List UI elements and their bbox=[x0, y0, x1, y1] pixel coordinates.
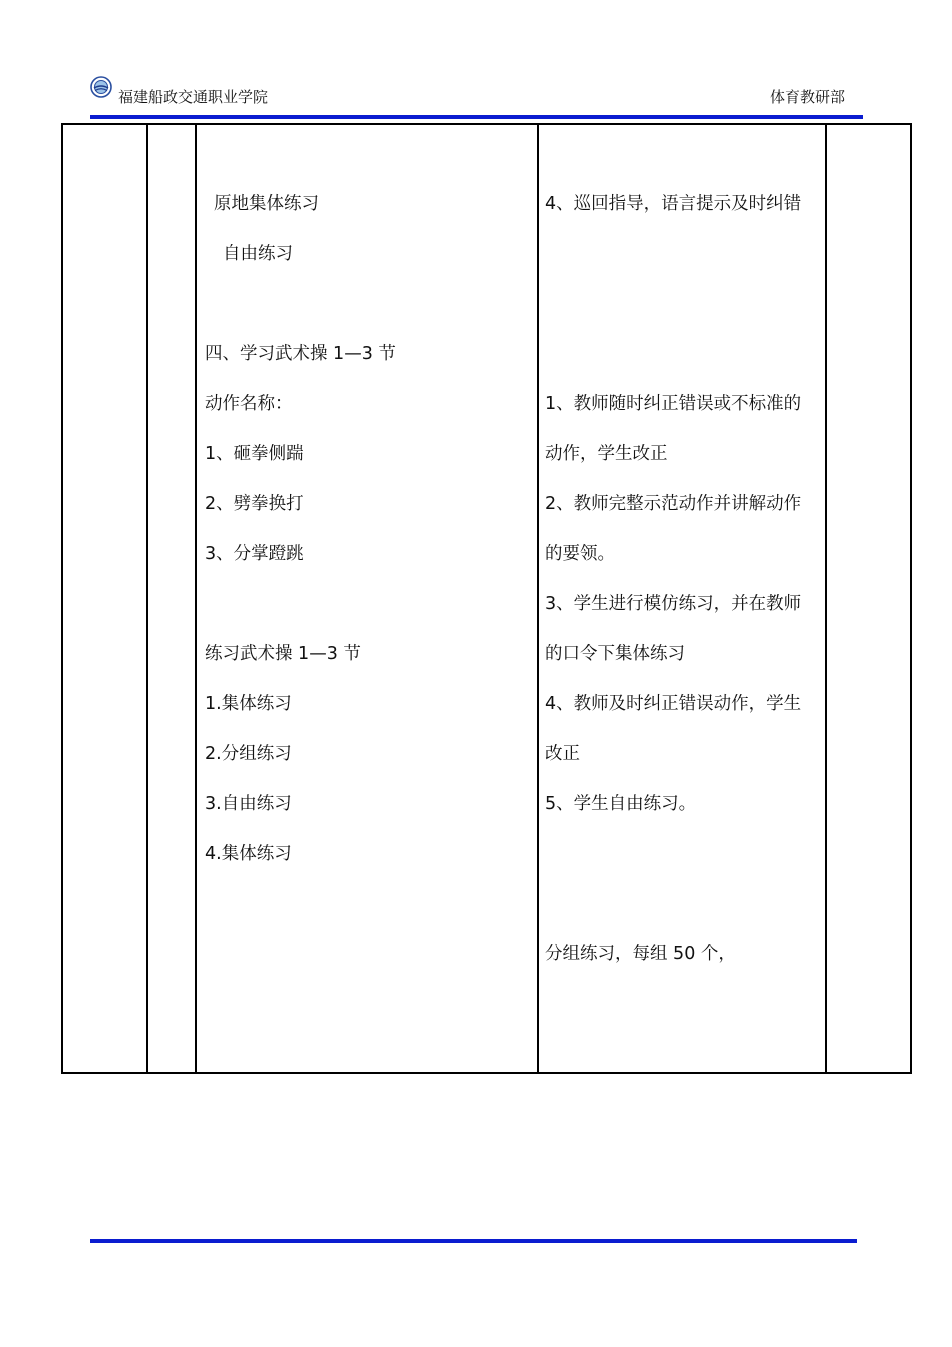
content-line: 四、学习武术操 1—3 节 bbox=[205, 344, 396, 364]
content-line: 3、分掌蹬跳 bbox=[205, 544, 304, 564]
content-line: 3.自由练习 bbox=[205, 794, 292, 814]
content-line: 原地集体练习 bbox=[214, 194, 319, 214]
method-line: 的要领。 bbox=[545, 544, 615, 564]
school-name: 福建船政交通职业学院 bbox=[118, 88, 269, 106]
content-line: 4.集体练习 bbox=[205, 844, 292, 864]
method-line: 4、教师及时纠正错误动作，学生 bbox=[545, 694, 802, 714]
footer-rule bbox=[90, 1239, 857, 1243]
content-line: 1.集体练习 bbox=[205, 694, 292, 714]
method-line: 分组练习，每组 50 个， bbox=[545, 944, 736, 964]
content-line: 1、砸拳侧踹 bbox=[205, 444, 304, 464]
lesson-table bbox=[61, 123, 912, 1074]
column-divider-2 bbox=[195, 125, 197, 1072]
column-divider-3 bbox=[537, 125, 539, 1072]
school-logo-icon bbox=[90, 76, 112, 98]
method-line: 4、巡回指导，语言提示及时纠错 bbox=[545, 194, 802, 214]
method-line: 5、学生自由练习。 bbox=[545, 794, 697, 814]
header-rule bbox=[90, 115, 863, 119]
method-line: 动作，学生改正 bbox=[545, 444, 668, 464]
method-line: 1、教师随时纠正错误或不标准的 bbox=[545, 394, 802, 414]
column-divider-4 bbox=[825, 125, 827, 1072]
department-name: 体育教研部 bbox=[769, 88, 845, 106]
column-divider-1 bbox=[146, 125, 148, 1072]
page-header bbox=[90, 74, 863, 108]
method-line: 的口令下集体练习 bbox=[545, 644, 685, 664]
content-line: 自由练习 bbox=[223, 244, 293, 264]
content-line: 2.分组练习 bbox=[205, 744, 292, 764]
content-line: 动作名称： bbox=[205, 394, 293, 414]
method-line: 改正 bbox=[545, 744, 580, 764]
content-line: 2、劈拳换打 bbox=[205, 494, 304, 514]
content-line: 练习武术操 1—3 节 bbox=[205, 644, 361, 664]
method-line: 3、学生进行模仿练习，并在教师 bbox=[545, 594, 802, 614]
method-line: 2、教师完整示范动作并讲解动作 bbox=[545, 494, 802, 514]
